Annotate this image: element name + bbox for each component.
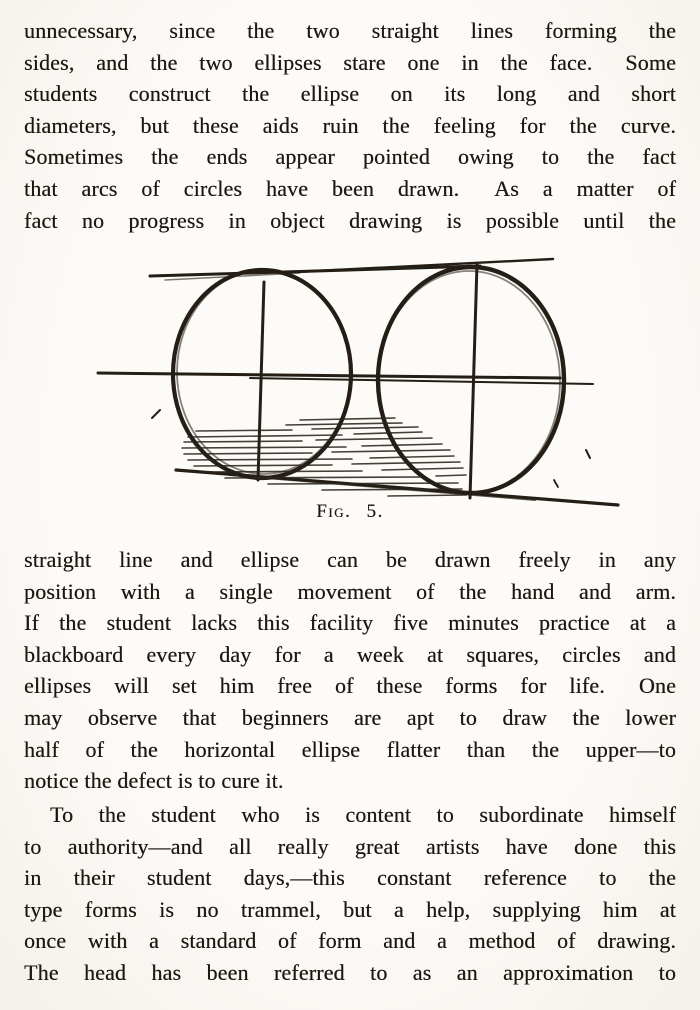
text-line: once with a standard of form and a method of drawing.: [24, 928, 676, 954]
text-line: sides, and the two ellipses stare one in the face. Some: [24, 49, 676, 75]
left-ellipse-vertical-axis: [258, 282, 264, 480]
paragraph-3: [24, 799, 676, 989]
text-line: students construct the ellipse on its long and short: [24, 81, 676, 107]
text-line: fact no progress in object drawing is possible until the: [24, 207, 676, 233]
text-line: position with a single movement of the hand and arm.: [24, 578, 676, 604]
text-line: type forms is no trammel, but a help, supplying him at: [24, 896, 676, 922]
paragraph-1: [24, 15, 676, 236]
text-line: ellipses will set him free of these forms for life. One: [24, 673, 676, 699]
text-line: half of the horizontal ellipse flatter than the upper—to: [24, 736, 676, 762]
text-line: in their student days,—this constant reference to the: [24, 865, 676, 891]
text-line: If the student lacks this facility five minutes practice at a: [24, 610, 676, 636]
text-line: that arcs of circles have been drawn. As a matter of: [24, 175, 676, 201]
paragraph-2: [24, 544, 676, 797]
text-line: Sometimes the ends appear pointed owing to the fact: [24, 144, 676, 170]
text-line: unnecessary, since the two straight lines forming the: [24, 18, 676, 43]
text-line: diameters, but these aids ruin the feeling for the curve.: [24, 112, 676, 138]
text-line: straight line and ellipse can be drawn freely in any: [24, 547, 676, 572]
text-line: notice the defect is to cure it.: [24, 768, 284, 794]
shading-hatch: [182, 418, 466, 496]
figure-5-drawing: [0, 240, 700, 510]
text-line: To the student who is content to subordinate himself: [50, 802, 676, 827]
text-line: blackboard every day for a week at squares, circles and: [24, 641, 676, 667]
text-line: may observe that beginners are apt to draw the lower: [24, 704, 676, 730]
text-line: The head has been referred to as an approximation to: [24, 959, 676, 985]
text-line: to authority—and all really great artists have done this: [24, 833, 676, 859]
figure-caption: Fig. 5.: [316, 501, 384, 522]
cylinder-bottom-edge: [176, 470, 618, 505]
